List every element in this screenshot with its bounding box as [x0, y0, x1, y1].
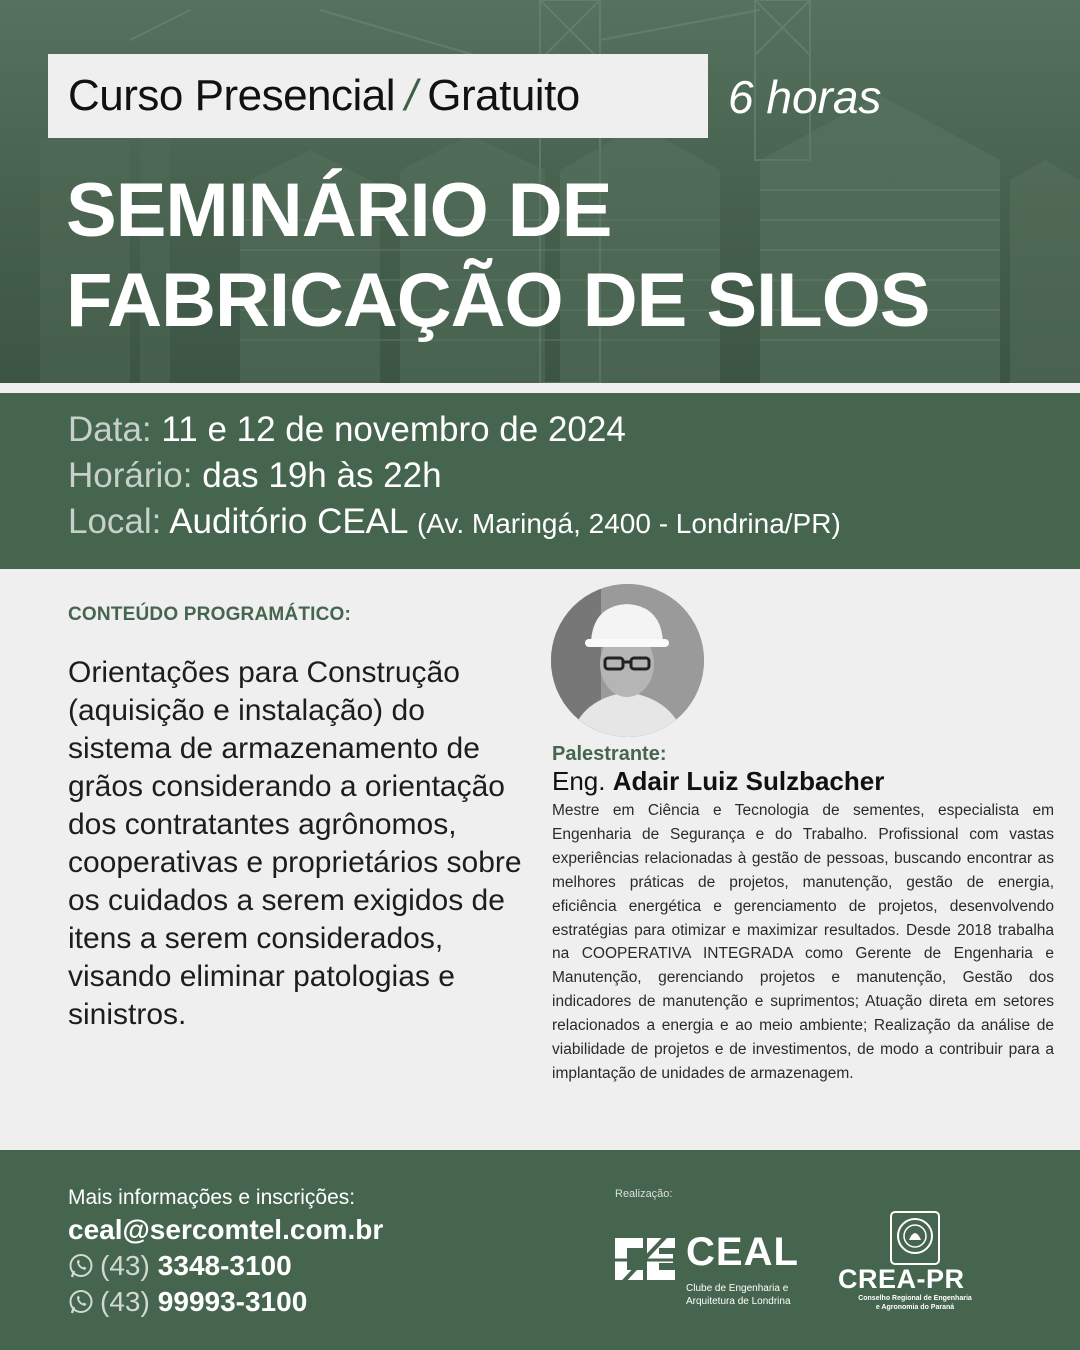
ceal-subtitle-line-2: Arquitetura de Londrina: [686, 1296, 791, 1307]
time-value: das 19h às 22h: [202, 456, 442, 495]
more-info-label: Mais informações e inscrições:: [68, 1186, 356, 1209]
phone-1-prefix: (43): [100, 1250, 150, 1281]
phone-row-1[interactable]: [68, 1250, 292, 1282]
title-line-2: FABRICAÇÃO DE SILOS: [66, 258, 930, 343]
ceal-subtitle: [686, 1282, 791, 1308]
whatsapp-icon: [68, 1253, 94, 1279]
hero-banner: [0, 0, 1080, 383]
phone-row-2[interactable]: [68, 1286, 307, 1318]
course-tag-box: [48, 54, 708, 138]
time-row: [68, 453, 1080, 499]
course-type-text: Curso Presencial: [68, 71, 396, 120]
speaker-label: Palestrante:: [552, 743, 667, 765]
course-hours: 6 horas: [728, 71, 882, 123]
ceal-logo-text: CEAL: [686, 1230, 799, 1274]
course-price-text: Gratuito: [427, 71, 580, 120]
crea-subtitle-line-2: e Agronomia do Paraná: [875, 1304, 955, 1311]
crea-subtitle-line-1: Conselho Regional de Engenharia: [858, 1295, 972, 1302]
page-title: [66, 166, 930, 346]
speaker-avatar: [551, 584, 704, 737]
tag-slash: /: [405, 71, 418, 120]
realization-label: Realização:: [615, 1188, 673, 1200]
time-label: Horário:: [68, 456, 193, 495]
divider: [0, 383, 1080, 393]
place-value: Auditório CEAL: [169, 502, 408, 541]
contact-email[interactable]: ceal@sercomtel.com.br: [68, 1214, 384, 1245]
ceal-subtitle-line-1: Clube de Engenharia e: [686, 1283, 789, 1294]
content-section-label: CONTEÚDO PROGRAMÁTICO:: [68, 604, 352, 625]
place-address: (Av. Maringá, 2400 - Londrina/PR): [416, 508, 841, 539]
place-label: Local:: [68, 502, 162, 541]
place-row: [68, 499, 1080, 547]
crea-logo-text: CREA-PR: [838, 1264, 965, 1294]
phone-2-prefix: (43): [100, 1286, 150, 1317]
date-label: Data:: [68, 410, 152, 449]
speaker-name-line: [552, 766, 884, 797]
speaker-bio: Mestre em Ciência e Tecnologia de sementes, especialista em Engenharia de Segurança e do Trabalho. Profissional com vastas experiências relacionadas à gestão de pessoas, buscando encontrar as melhores práticas de projetos, manutenção, gestão de energia, eficiência energética e gerenciamento de projetos, desenvolvendo estratégias para otimizar e maximizar resultados. Desde 2018 trabalha na COOPERATIVA INTEGRADA como Gerente de Engenharia e Manutenção, gerenciando projetos e manutenção, Gestão dos indicadores de manutenção e suprimentos; Atuação direta em setores relacionados a energia e ao meio ambiente; Realização da análise de viabilidade de projetos e de investimentos, de modo a contribuir para a implantação de unidades de armazenagem.: [552, 802, 1054, 1082]
date-value: 11 e 12 de novembro de 2024: [161, 410, 626, 449]
phone-1-number: 3348-3100: [157, 1250, 292, 1281]
content-description: Orientações para Construção (aquisição e instalação) do sistema de armazenamento de grãos considerando a orientação dos contratantes agrônomos, cooperativas e proprietários sobre os cuidados a serem exigidos de itens a serem considerados, visando eliminar patologias e sinistros.: [68, 656, 522, 1031]
whatsapp-icon: [68, 1289, 94, 1315]
speaker-name: Adair Luiz Sulzbacher: [612, 766, 885, 796]
date-row: [68, 407, 1080, 453]
speaker-photo: [551, 584, 704, 737]
title-line-1: SEMINÁRIO DE: [66, 168, 612, 253]
event-info-band: [0, 393, 1080, 569]
crea-subtitle: [855, 1294, 975, 1312]
phone-2-number: 99993-3100: [157, 1286, 308, 1317]
crea-emblem-icon: [889, 1210, 941, 1266]
speaker-prefix: Eng.: [552, 766, 606, 796]
footer: [0, 1150, 1080, 1350]
